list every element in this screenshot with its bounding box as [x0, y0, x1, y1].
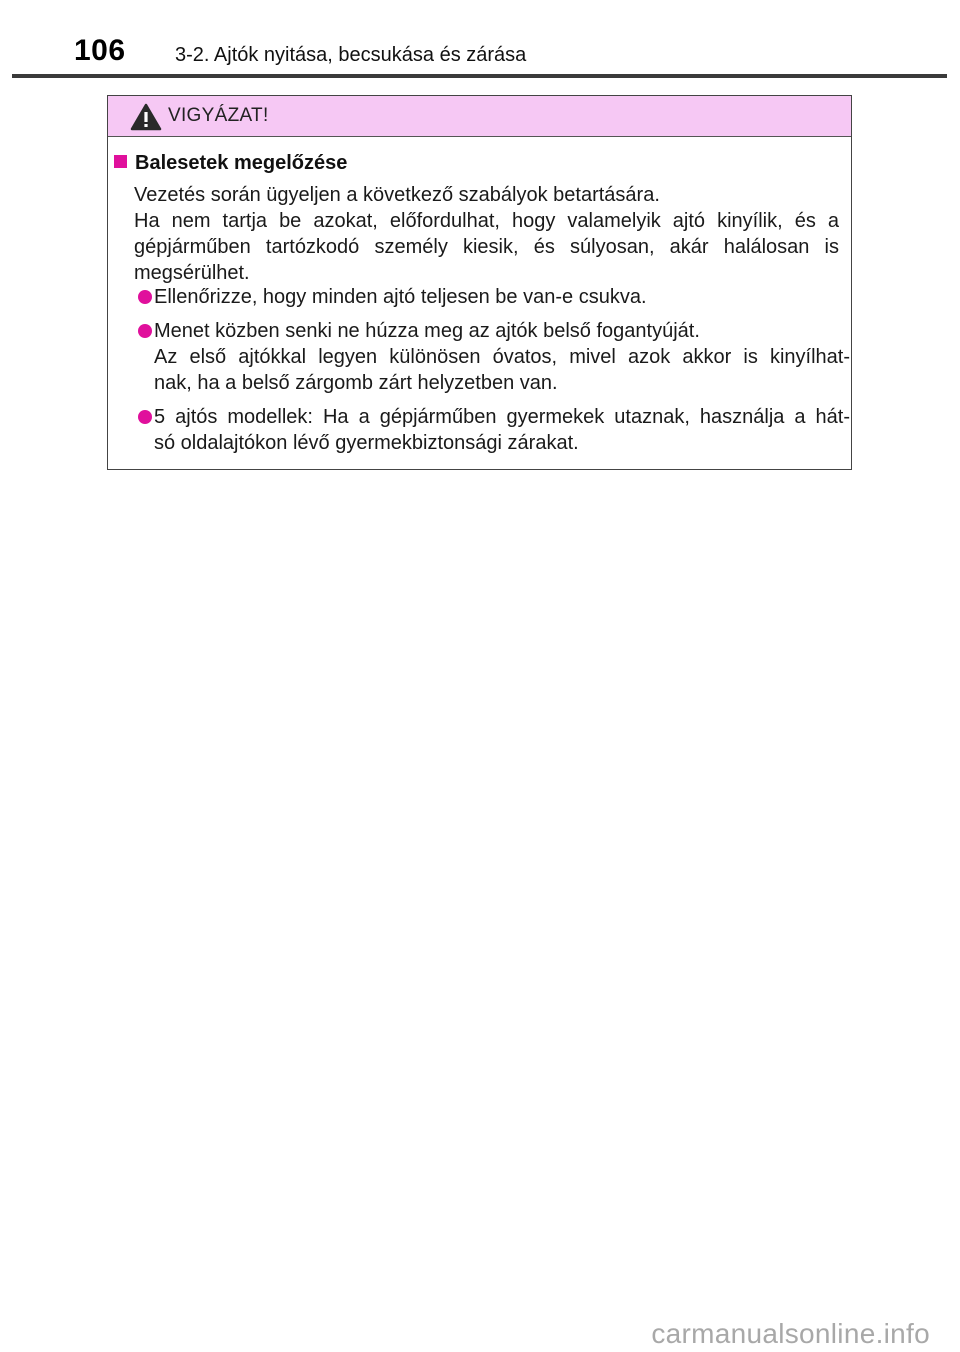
bullet-line: nak, ha a belső zárgomb zárt helyzetben van.	[154, 372, 558, 394]
bullet-text	[154, 404, 850, 456]
bullet-line: Az első ajtókkal legyen különösen óvatos, mivel azok akkor is kinyílhat-	[154, 346, 850, 368]
topic-heading-text: Balesetek megelőzése	[135, 152, 348, 174]
bullet-text	[154, 284, 850, 310]
round-bullet-icon	[138, 410, 152, 424]
intro-paragraph	[134, 182, 839, 286]
round-bullet-icon	[138, 290, 152, 304]
caution-label: VIGYÁZAT!	[168, 105, 269, 126]
section-title: 3-2. Ajtók nyitása, becsukása és zárása	[175, 44, 527, 66]
bullet-text	[154, 318, 850, 396]
header-rule	[12, 74, 947, 78]
watermark: carmanualsonline.info	[651, 1318, 930, 1349]
bullet-line: 5 ajtós modellek: Ha a gépjárműben gyermekek utaznak, használja a hát-	[154, 406, 850, 428]
intro-line: megsérülhet.	[134, 262, 250, 284]
bullet-line: só oldalajtókon lévő gyermekbiztonsági zárakat.	[154, 432, 579, 454]
bullet-line: Menet közben senki ne húzza meg az ajtók belső fogantyúját.	[154, 320, 700, 342]
square-bullet-icon	[114, 155, 127, 168]
caution-header	[108, 96, 851, 137]
bullet-line: Ellenőrizze, hogy minden ajtó teljesen be van-e csukva.	[154, 286, 647, 308]
intro-line: Ha nem tartja be azokat, előfordulhat, hogy valamelyik ajtó kinyílik, és a	[134, 210, 839, 232]
intro-line: gépjárműben tartózkodó személy kiesik, és súlyosan, akár halálosan is	[134, 236, 839, 258]
intro-line: Vezetés során ügyeljen a következő szabályok betartására.	[134, 184, 660, 206]
caution-box	[107, 95, 852, 470]
warning-triangle-icon	[130, 103, 162, 131]
topic-heading	[114, 152, 347, 175]
page-number: 106	[74, 34, 126, 67]
round-bullet-icon	[138, 324, 152, 338]
